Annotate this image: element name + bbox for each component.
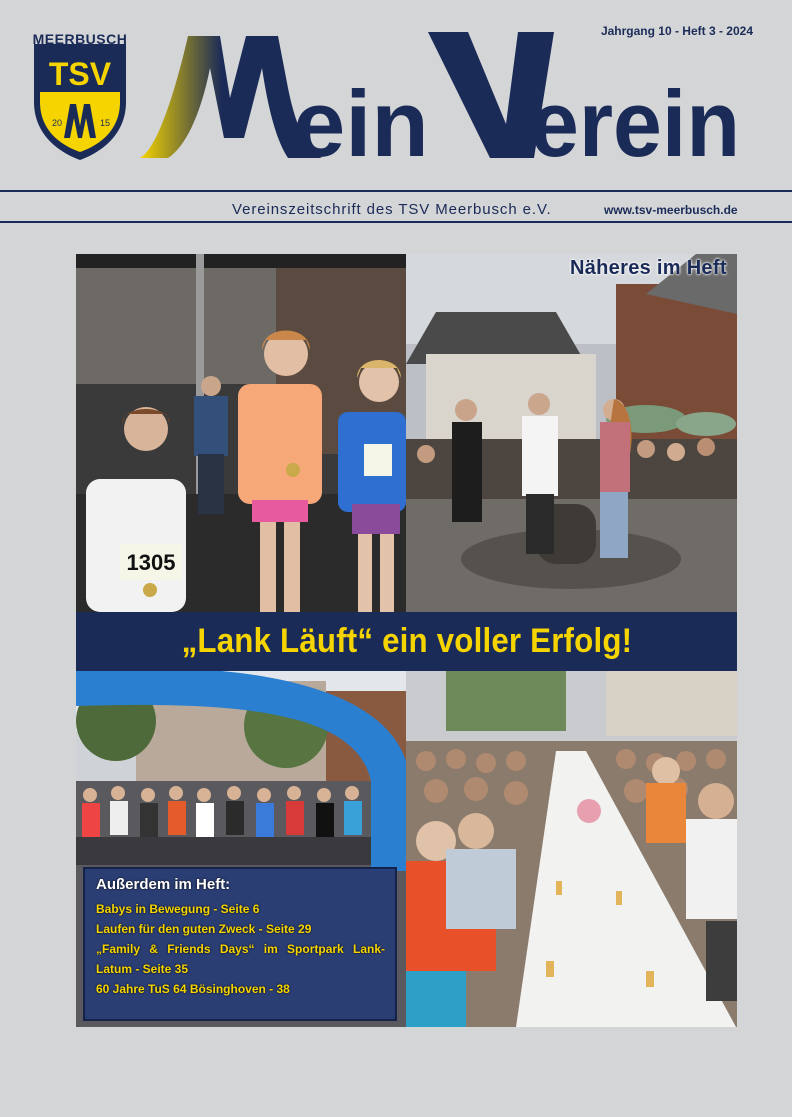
photo-concert-square [406,254,737,612]
contents-item: 60 Jahre TuS 64 Bösinghoven - 38 [96,982,290,996]
headline-banner [76,612,737,671]
contents-box [83,867,397,1021]
more-in-issue-label: Näheres im Heft [570,257,727,279]
contents-item: „Family & Friends Days“ im Sportpark Lank- [96,942,385,956]
svg-text:ein: ein [293,71,429,168]
svg-text:erein: erein [530,71,740,168]
header-rule-top [0,190,792,192]
contents-item: Babys in Bewegung - Seite 6 [96,902,260,916]
svg-text:15: 15 [100,118,111,128]
svg-text:1305: 1305 [126,550,176,575]
club-name: MEERBUSCH [32,31,128,47]
website: www.tsv-meerbusch.de [604,203,738,217]
issue-info: Jahrgang 10 - Heft 3 - 2024 [600,24,753,38]
svg-text:TSV: TSV [48,56,112,92]
magazine-title [138,28,743,168]
club-logo [30,30,130,162]
photo-long-table-dinner [406,671,737,1027]
headline-text: „Lank Läuft“ ein voller Erfolg! [181,622,632,660]
contents-title: Außerdem im Heft: [96,876,231,893]
header-rule-bottom [0,221,792,223]
svg-text:20: 20 [52,118,63,128]
contents-item: Laufen für den guten Zweck - Seite 29 [96,922,312,936]
subtitle: Vereinszeitschrift des TSV Meerbusch e.V. [232,201,552,218]
photo-podium-winners [76,254,406,612]
contents-item: Latum - Seite 35 [96,962,189,976]
